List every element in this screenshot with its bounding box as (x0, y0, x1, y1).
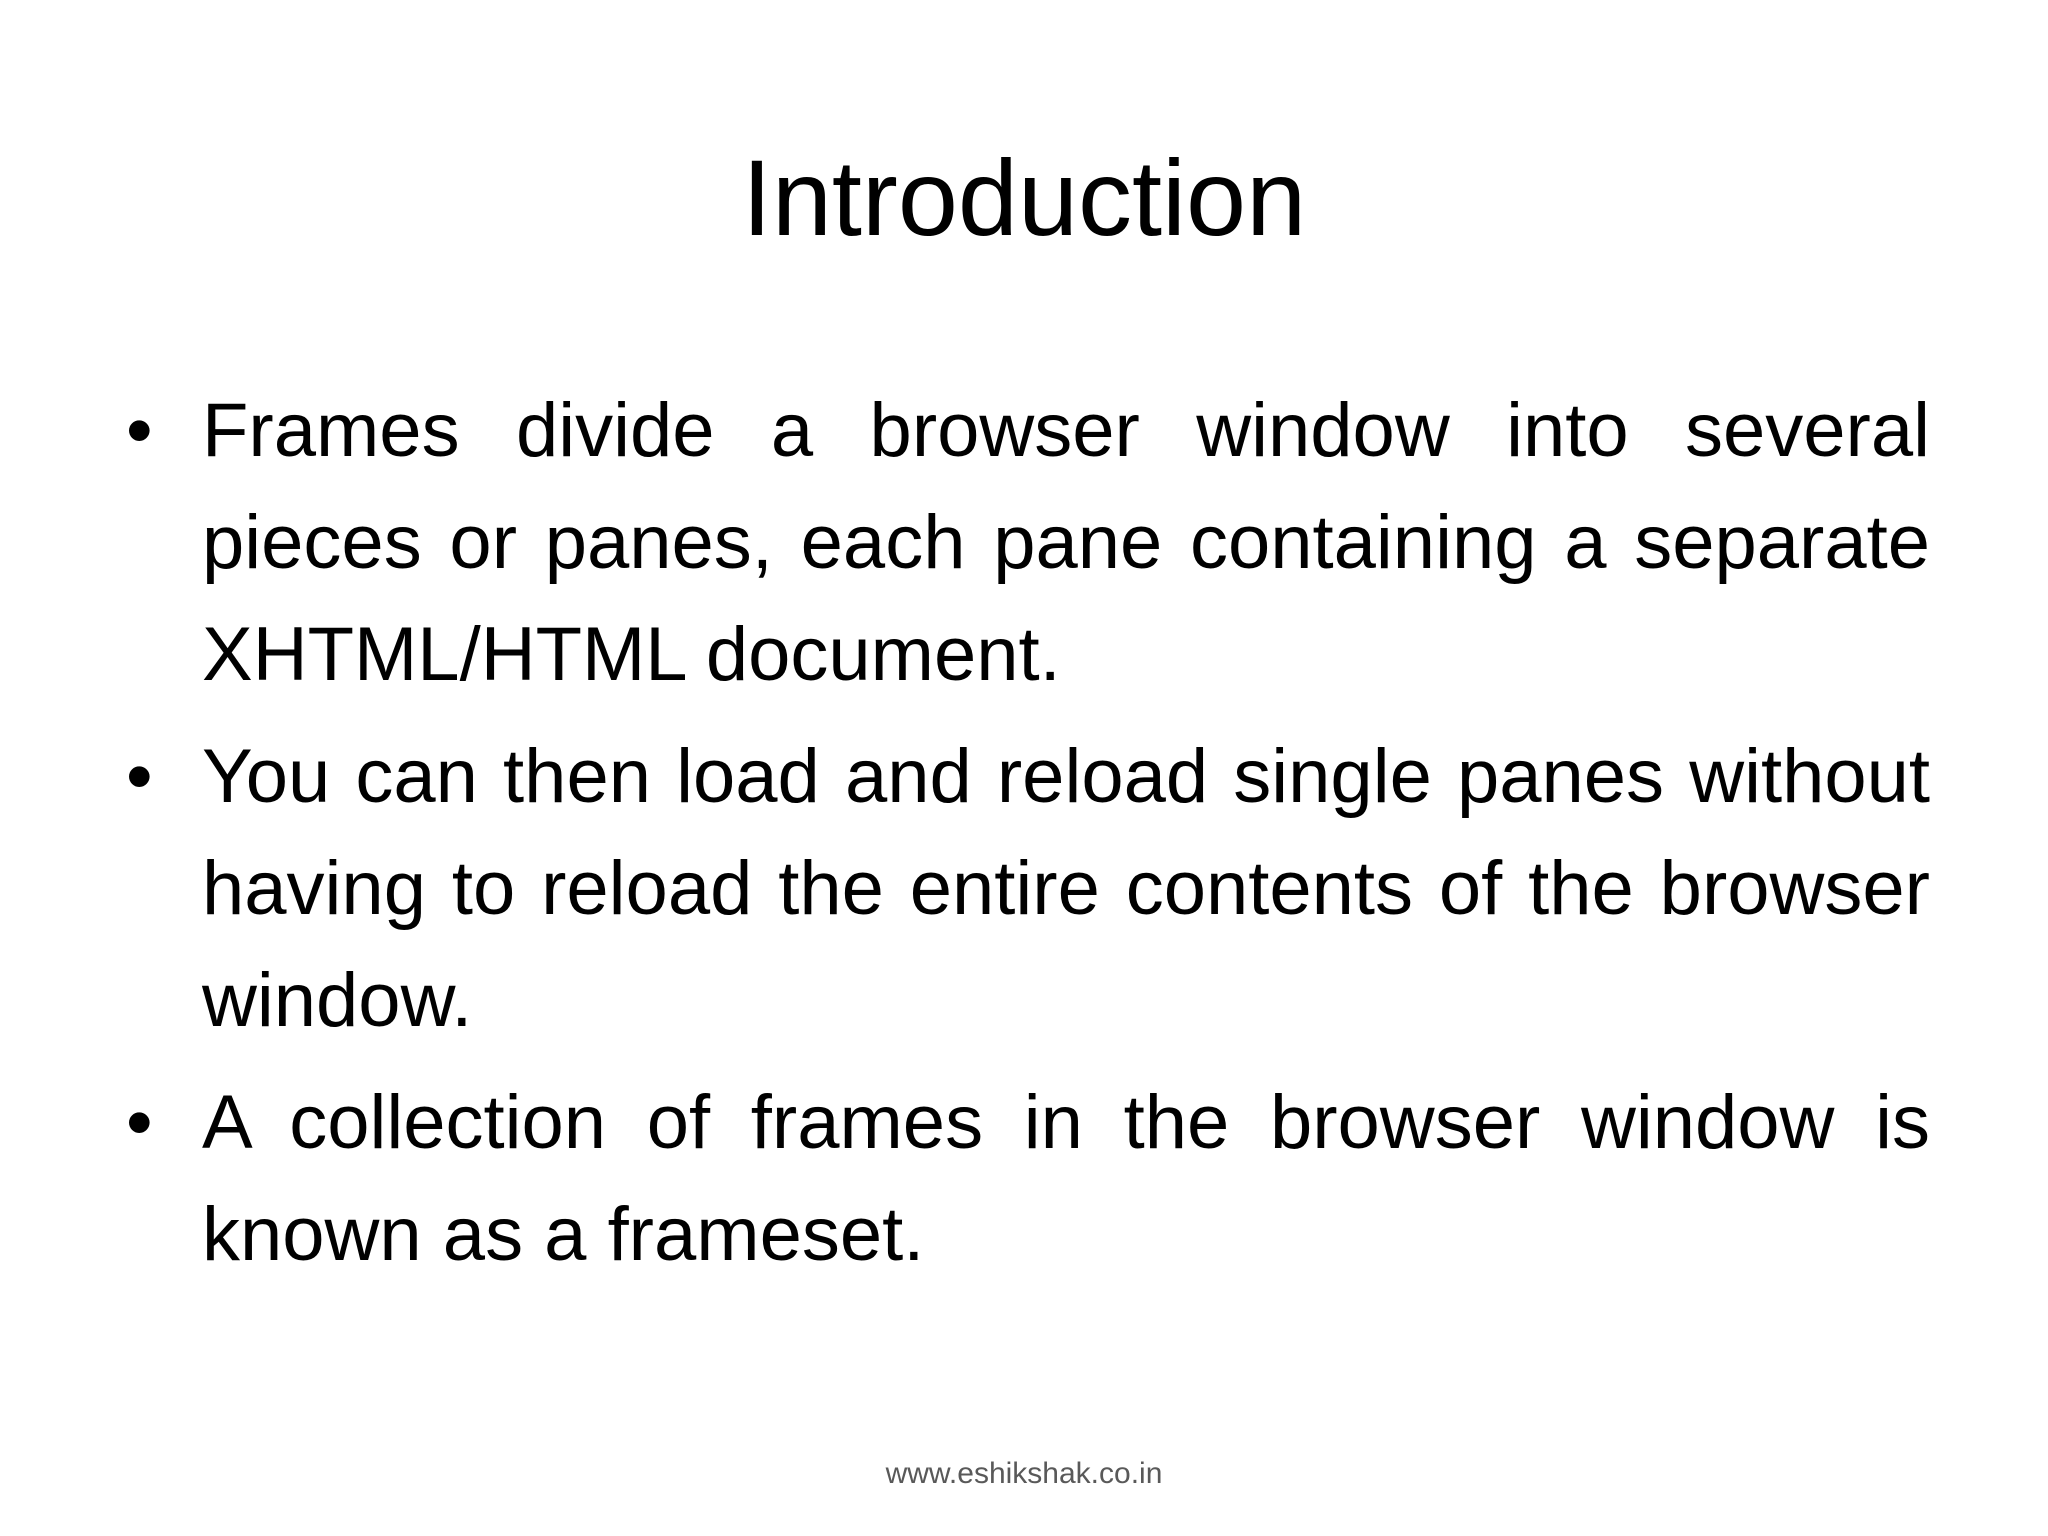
bullet-item (120, 375, 1930, 711)
bullet-icon: • (126, 388, 153, 473)
bullet-icon: • (126, 1080, 153, 1165)
bullet-text: You can then load and reload single panes without having to reload the entire contents of the browser window. (202, 734, 1930, 1043)
bullet-list (120, 375, 1930, 1301)
bullet-item (120, 721, 1930, 1057)
bullet-item (120, 1067, 1930, 1291)
bullet-text: Frames divide a browser window into several pieces or panes, each pane containing a separate XHTML/HTML document. (202, 388, 1930, 697)
footer-url: www.eshikshak.co.in (885, 1457, 1163, 1490)
slide-title: Introduction (741, 137, 1307, 258)
bullet-icon: • (126, 734, 153, 819)
bullet-text: A collection of frames in the browser window is known as a frameset. (202, 1080, 1930, 1277)
